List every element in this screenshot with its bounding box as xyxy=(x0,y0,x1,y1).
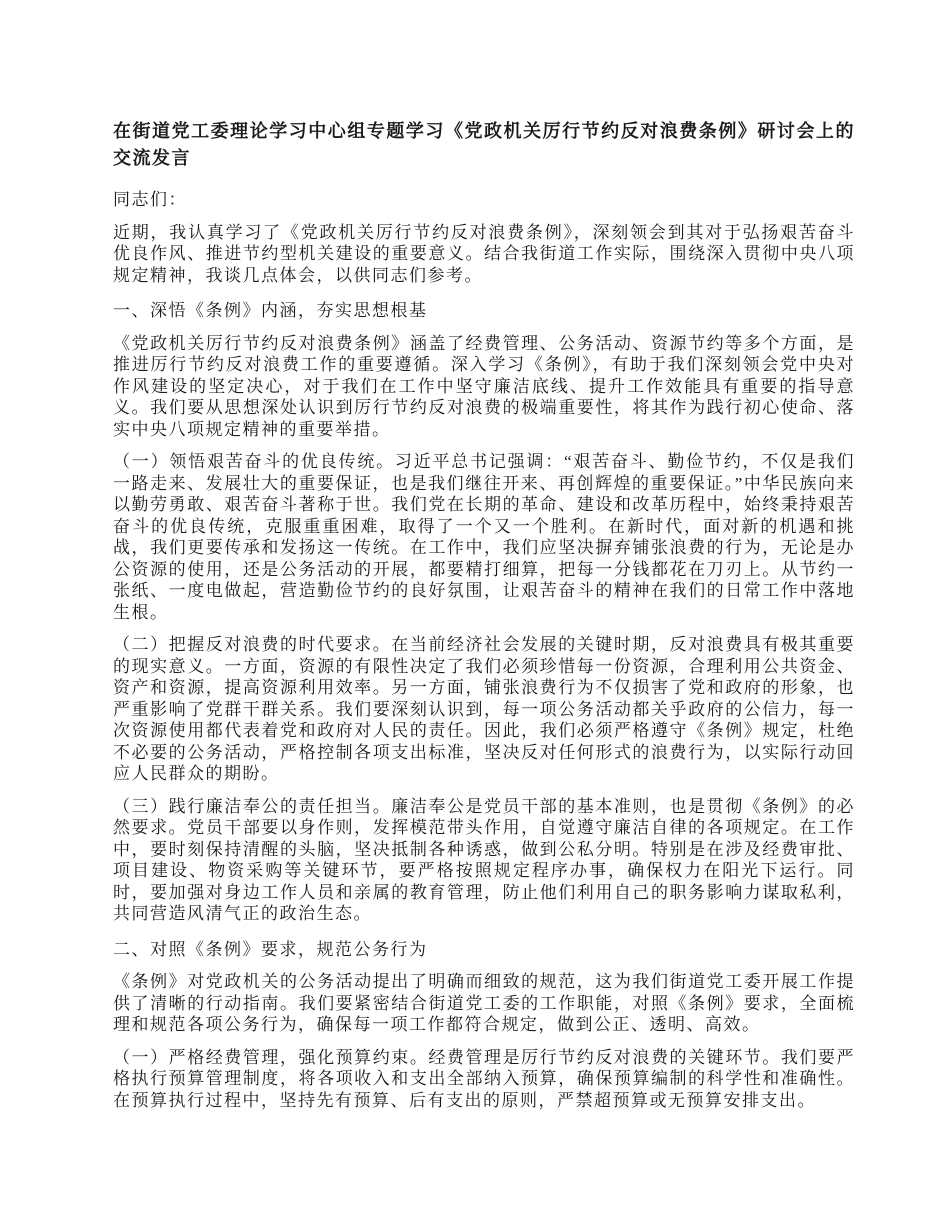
document-title: 在街道党工委理论学习中心组专题学习《党政机关厉行节约反对浪费条例》研讨会上的交流发言 xyxy=(113,121,855,168)
section-2-heading: 二、对照《条例》要求，规范公务行为 xyxy=(113,939,428,959)
section-1-heading: 一、深悟《条例》内涵，夯实思想根基 xyxy=(113,301,428,320)
section-2-point-1: （一）严格经费管理，强化预算约束。经费管理是厉行节约反对浪费的关键环节。我们要严格执行预算管理制度，将各项收入和支出全部纳入预算，确保预算编制的科学性和准确性。在预算执行过程中，坚持先有预算、后有支出的原则，严禁超预算或无预算安排支出。 xyxy=(113,1047,855,1110)
salutation: 同志们： xyxy=(113,190,187,209)
section-1-lead-paragraph: 《党政机关厉行节约反对浪费条例》涵盖了经费管理、公务活动、资源节约等多个方面，是推进厉行节约反对浪费工作的重要遵循。深入学习《条例》，有助于我们深刻领会党中央对作风建设的坚定决心，对于我们在工作中坚守廉洁底线、提升工作效能具有重要的指导意义。我们要从思想深处认识到厉行节约反对浪费的极端重要性，将其作为践行初心使命、落实中央八项规定精神的重要举措。 xyxy=(113,333,855,439)
section-2-lead-paragraph: 《条例》对党政机关的公务活动提出了明确而细致的规范，这为我们街道党工委开展工作提供了清晰的行动指南。我们要紧密结合街道党工委的工作职能，对照《条例》要求，全面梳理和规范各项公务行为，确保每一项工作都符合规定，做到公正、透明、高效。 xyxy=(113,972,855,1034)
section-1-point-1: （一）领悟艰苦奋斗的优良传统。习近平总书记强调：“艰苦奋斗、勤俭节约，不仅是我们一路走来、发展壮大的重要保证，也是我们继往开来、再创辉煌的重要保证。”中华民族向来以勤劳勇敢、艰苦奋斗著称于世。我们党在长期的革命、建设和改革历程中，始终秉持艰苦奋斗的优良传统，克服重重困难，取得了一个又一个胜利。在新时代，面对新的机遇和挑战，我们更要传承和发扬这一传统。在工作中，我们应坚决摒弃铺张浪费的行为，无论是办公资源的使用，还是公务活动的开展，都要精打细算，把每一分钱都花在刀刃上。从节约一张纸、一度电做起，营造勤俭节约的良好氛围，让艰苦奋斗的精神在我们的日常工作中落地生根。 xyxy=(113,452,855,622)
section-1-point-2: （二）把握反对浪费的时代要求。在当前经济社会发展的关键时期，反对浪费具有极其重要的现实意义。一方面，资源的有限性决定了我们必须珍惜每一份资源，合理利用公共资金、资产和资源，提高资源利用效率。另一方面，铺张浪费行为不仅损害了党和政府的形象，也严重影响了党群干群关系。我们要深刻认识到，每一项公务活动都关乎政府的公信力，每一次资源使用都代表着党和政府对人民的责任。因此，我们必须严格遵守《条例》规定，杜绝不必要的公务活动，严格控制各项支出标准，坚决反对任何形式的浪费行为，以实际行动回应人民群众的期盼。 xyxy=(113,635,855,783)
section-1-point-3: （三）践行廉洁奉公的责任担当。廉洁奉公是党员干部的基本准则，也是贯彻《条例》的必然要求。党员干部要以身作则，发挥模范带头作用，自觉遵守廉洁自律的各项规定。在工作中，要时刻保持清醒的头脑，坚决抵制各种诱惑，做到公私分明。特别是在涉及经费审批、项目建设、物资采购等关键环节，要严格按照规定程序办事，确保权力在阳光下运行。同时，要加强对身边工作人员和亲属的教育管理，防止他们利用自己的职务影响力谋取私利，共同营造风清气正的政治生态。 xyxy=(113,796,855,923)
intro-paragraph: 近期，我认真学习了《党政机关厉行节约反对浪费条例》，深刻领会到其对于弘扬艰苦奋斗优良作风、推进节约型机关建设的重要意义。结合我街道工作实际，围绕深入贯彻中央八项规定精神，我谈几点体会，以供同志们参考。 xyxy=(113,222,855,285)
